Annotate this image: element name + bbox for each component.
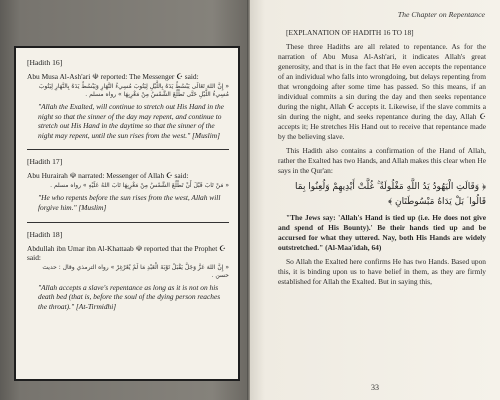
hadith-heading: [Hadith 17]: [27, 157, 63, 167]
hadith-english: "Allah the Exalted, will continue to stretch out His Hand in the night so that the sinner of the day may repent, and continue to stretch out His Hand in the daytime so that the sinner of the night may repent, until the sun rises from the west." [Muslim]: [38, 102, 224, 140]
hadith-arabic: « إِنَّ اللهَ تَعَالَى يَبْسُطُ يَدَهُ بِاللَّيْلِ لِيَتُوبَ مُسِيءُ النَّهَارِ وَيَبْسُطُ يَدَهُ بِالنَّهَارِ لِيَتُوبَ مُسِيءُ اللَّيْلِ حَتَّى تَطْلُعَ الشَّمْسُ مِنْ مَغْرِبِهَا » رواه مسلم .: [38, 83, 229, 98]
divider: [27, 149, 229, 150]
hadith-arabic: « مَنْ تَابَ قَبْلَ أَنْ تَطْلُعَ الشَّمْسُ مِنْ مَغْرِبِهَا تَابَ اللهُ عَلَيْهِ » رواه مسلم .: [50, 182, 229, 190]
hadith-english: "He who repents before the sun rises from the west, Allah will forgive him." [Muslim]: [38, 193, 221, 212]
paragraph-2: This Hadith also contains a confirmation of the Hand of Allah, rather the Exalted has two Hands, and Allah makes this clear when He says in the Qur'an:: [278, 146, 486, 175]
paragraph-1: These three Hadiths are all related to repentance. As for the narration of Abu Musa Al-Ash'ari, it indicates Allah's great generosity, and that is in the fact that He even accepts the repentance of an individual who falls into wrongdoing, but delays repenting from that wrongdoing after some time has passed. So this means, if an individual commits a sin during the day and then seeks repentance during the night, Allah ☪ accepts it. Likewise, if the slave commits a sin during the night, and seeks repentance during the day, Allah ☪ accepts it; He stretches His Hand out to receive that repentance made by the believing slave.: [278, 42, 486, 141]
hadith-arabic: « إِنَّ اللهَ عَزَّ وَجَلَّ يَقْبَلُ تَوْبَةَ الْعَبْدِ مَا لَمْ يُغَرْغِرْ » رواه الترمذي وقال : حديث حسن .: [42, 263, 229, 279]
section-heading: [EXPLANATION OF HADITH 16 TO 18]: [286, 28, 414, 37]
page-number: 33: [371, 383, 379, 392]
hadith-16: [27, 58, 229, 140]
explanation-text: [278, 28, 486, 291]
hadith-box: [14, 46, 240, 381]
hadith-17: [27, 157, 229, 212]
divider: [27, 222, 229, 223]
paragraph-3: So Allah the Exalted here confirms He has two Hands. Based upon this, it is binding upon us to have belief in them, as they are firmly established for Allah the Exalted. But in saying this,: [278, 257, 486, 286]
right-page: [250, 0, 500, 400]
running-header: The Chapter on Repentance: [397, 10, 485, 19]
hadith-heading: [Hadith 18]: [27, 229, 63, 239]
hadith-narrator: Abdullah ibn Umar ibn Al-Khattaab ☫ reported that the Prophet ☪ said:: [27, 243, 226, 262]
quran-arabic: ﴿ وَقَالَتِ الْيَهُودُ يَدُ اللَّهِ مَغْلُولَةٌ ۚ غُلَّتْ أَيْدِيهِمْ وَلُعِنُوا بِمَا قَالُوا ۘ بَلْ يَدَاهُ مَبْسُوطَتَانِ ﴾: [295, 182, 486, 207]
hadith-18: [27, 230, 229, 312]
hadith-heading: [Hadith 16]: [27, 58, 63, 67]
hadith-english: "Allah accepts a slave's repentance as long as it is not on his death bed (that is, before the soul of the dying person reaches the throat)." [At-Tirmidhi]: [38, 282, 221, 311]
quran-translation: "The Jews say: 'Allah's Hand is tied up (i.e. He does not give and spend of His Bounty).' Be their hands tied up and be accursed for what they uttered. Nay, both His Hands are widely outstretched." (Al-Maa'idah, 64): [278, 213, 486, 252]
hadith-narrator: Abu Hurairah ☫ narrated: Messenger of Allah ☪ said:: [27, 171, 189, 181]
hadith-narrator: Abu Musa Al-Ash'ari ☫ reported: The Messenger ☪ said:: [27, 72, 199, 81]
